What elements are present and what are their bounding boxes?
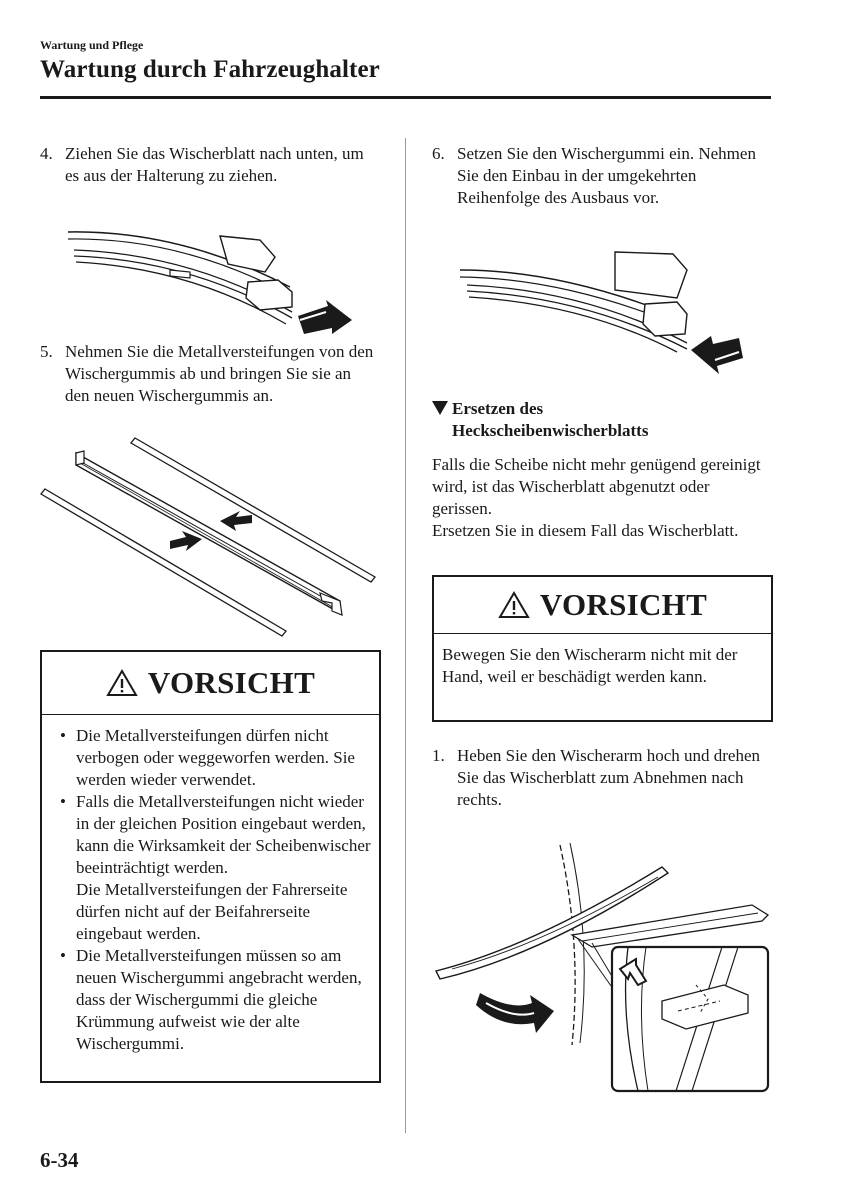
subheading-line: Ersetzen des <box>452 399 544 418</box>
column-divider <box>405 138 406 1133</box>
triangle-down-icon <box>432 401 448 415</box>
step-number: 5. <box>40 342 53 361</box>
list-item-text: Die Metallversteifungen müssen so am neuen Wischergummi angebracht werden, dass der Wischergummi die gleiche Krümmung aufweist wie der alte Wischergummi. <box>76 946 362 1053</box>
step-number: 6. <box>432 144 445 163</box>
step-6 <box>432 143 772 209</box>
page-number: 6-34 <box>40 1148 79 1172</box>
wiper-rubber-install-figure <box>455 240 755 380</box>
step-number: 4. <box>40 144 53 163</box>
paragraph-text: Falls die Scheibe nicht mehr genügend gereinigt wird, ist das Wischerblatt abgenutzt oder gerissen. <box>432 455 761 518</box>
step-5 <box>40 341 375 407</box>
caution-header <box>434 577 771 634</box>
caution-box <box>40 650 381 1083</box>
list-item-text: Die Metallversteifungen der Fahrerseite dürfen nicht auf der Beifahrerseite eingebaut werden. <box>76 880 348 943</box>
wiper-blade-removal-figure <box>60 212 360 342</box>
list-item-text: Falls die Metallversteifungen nicht wieder in der gleichen Position eingebaut werden, kann die Wirksamkeit der Scheibenwischer beeinträchtigt werden. <box>76 792 371 877</box>
caution-box <box>432 575 773 722</box>
step-text: Nehmen Sie die Metallversteifungen von den Wischergummis ab und bringen Sie sie an den neuen Wischergummis an. <box>65 342 374 405</box>
paragraph-text: Ersetzen Sie in diesem Fall das Wischerblatt. <box>432 521 739 540</box>
subheading <box>432 398 772 442</box>
list-item-text: Die Metallversteifungen dürfen nicht verbogen oder weggeworfen werden. Sie werden wieder verwendet. <box>76 726 355 789</box>
caution-text: Bewegen Sie den Wischerarm nicht mit der Hand, weil er beschädigt werden kann. <box>442 645 738 686</box>
bullet: • <box>60 726 66 745</box>
bullet: • <box>60 946 66 965</box>
rear-wiper-removal-figure <box>432 835 772 1095</box>
warning-icon <box>106 669 138 697</box>
list-item <box>58 945 371 1055</box>
caution-heading: VORSICHT <box>539 587 708 622</box>
page-title: Wartung durch Fahrzeughalter <box>40 56 380 83</box>
subheading-line: Heckscheibenwischerblatts <box>452 421 649 440</box>
step-text: Heben Sie den Wischerarm hoch und drehen Sie das Wischerblatt zum Abnehmen nach rechts. <box>457 746 761 809</box>
caution-header <box>42 652 379 715</box>
paragraph <box>432 454 772 542</box>
step-text: Ziehen Sie das Wischerblatt nach unten, um es aus der Halterung zu ziehen. <box>65 144 364 185</box>
list-item <box>58 791 371 945</box>
section-label: Wartung und Pflege <box>40 38 144 52</box>
caution-heading: VORSICHT <box>147 665 316 700</box>
metal-stiffener-figure <box>40 433 380 638</box>
bullet: • <box>60 792 66 811</box>
header-rule <box>40 96 771 99</box>
warning-icon <box>498 591 530 619</box>
caution-list <box>42 715 379 1063</box>
step-4 <box>40 143 375 187</box>
step-number: 1. <box>432 746 445 765</box>
step-text: Setzen Sie den Wischergummi ein. Nehmen Sie den Einbau in der umgekehrten Reihenfolge des Ausbaus vor. <box>457 144 756 207</box>
list-item <box>58 725 371 791</box>
step-1 <box>432 745 772 811</box>
